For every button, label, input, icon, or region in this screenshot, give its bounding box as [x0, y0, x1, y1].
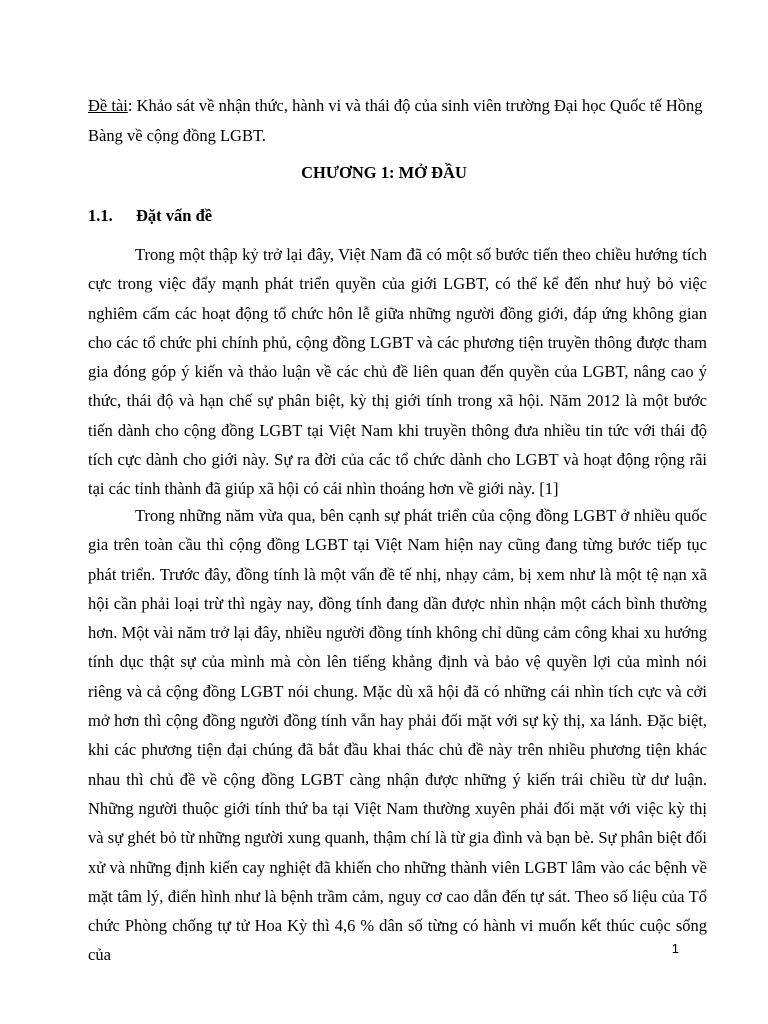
page-number: 1 [671, 941, 679, 956]
section-heading [88, 203, 212, 229]
chapter-title: CHƯƠNG 1: MỞ ĐẦU [301, 163, 467, 182]
topic-line [88, 91, 708, 151]
topic-text: : Khảo sát về nhận thức, hành vi và thái độ của sinh viên trường Đại học Quốc tế Hồng Bàng về cộng đồng LGBT. [88, 96, 703, 145]
section-number: 1.1. [88, 206, 113, 225]
paragraph: Trong một thập kỷ trở lại đây, Việt Nam đã có một số bước tiến theo chiều hướng tích cực trong việc đẩy mạnh phát triển quyền của giới LGBT, có thể kể đến như huỷ bỏ việc nghiêm cấm các hoạt động tổ chức hôn lễ giữa những người đồng giới, đáp ứng không gian cho các tổ chức phi chính phủ, cộng đồng LGBT và các phương tiện truyền thông được tham gia đóng góp ý kiến và thảo luận về các chủ đề liên quan đến quyền của LGBT, nâng cao ý thức, thái độ và hạn chế sự phân biệt, kỳ thị giới tính trong xã hội. Năm 2012 là một bước tiến dành cho cộng đồng LGBT tại Việt Nam khi truyền thông đưa nhiều tin tức với thái độ tích cực dành cho giới này. Sự ra đời của các tổ chức dành cho LGBT và hoạt động rộng rãi tại các tỉnh thành đã giúp xã hội có cái nhìn thoáng hơn về giới này. [1] [88, 245, 707, 499]
section-title: Đặt vấn đề [136, 206, 213, 225]
paragraph: Trong những năm vừa qua, bên cạnh sự phát triển của cộng đồng LGBT ở nhiều quốc gia trên toàn cầu thì cộng đồng LGBT tại Việt Nam hiện nay cũng đang từng bước tiếp tục phát triển. Trước đây, đồng tính là một vấn đề tế nhị, nhạy cảm, bị xem như là một tệ nạn xã hội cần phải loại trừ thì ngày nay, đồng tính đang dần được nhìn nhận một cách bình thường hơn. Một vài năm trở lại đây, nhiều người đồng tính không chỉ dũng cảm công khai xu hướng tính dục thật sự của mình mà còn lên tiếng khẳng định và bảo vệ quyền lợi của mình nói riêng và cả cộng đồng LGBT nói chung. Mặc dù xã hội đã có những cái nhìn tích cực và cởi mở hơn thì cộng đồng người đồng tính vẫn hay phải đối mặt với sự kỳ thị, xa lánh. Đặc biệt, khi các phương tiện đại chúng đã bắt đầu khai thác chủ đề này trên nhiều phương tiện khác nhau thì chủ đề về cộng đồng LGBT càng nhận được những ý kiến trái chiều từ dư luận. Những người thuộc giới tính thứ ba tại Việt Nam thường xuyên phải đối mặt với việc kỳ thị và sự ghét bỏ từ những người xung quanh, thậm chí là từ gia đình và bạn bè. Sự phân biệt đối xử và những định kiến cay nghiệt đã khiến cho những thành viên LGBT lâm vào các bệnh về mặt tâm lý, điển hình như là bệnh trầm cảm, nguy cơ cao dẫn đến tự sát. Theo số liệu của Tổ chức Phòng chống tự tử Hoa Kỳ thì 4,6 % dân số từng có hành vi muốn kết thúc cuộc sống của [88, 506, 707, 965]
topic-label: Đề tài [88, 96, 128, 115]
